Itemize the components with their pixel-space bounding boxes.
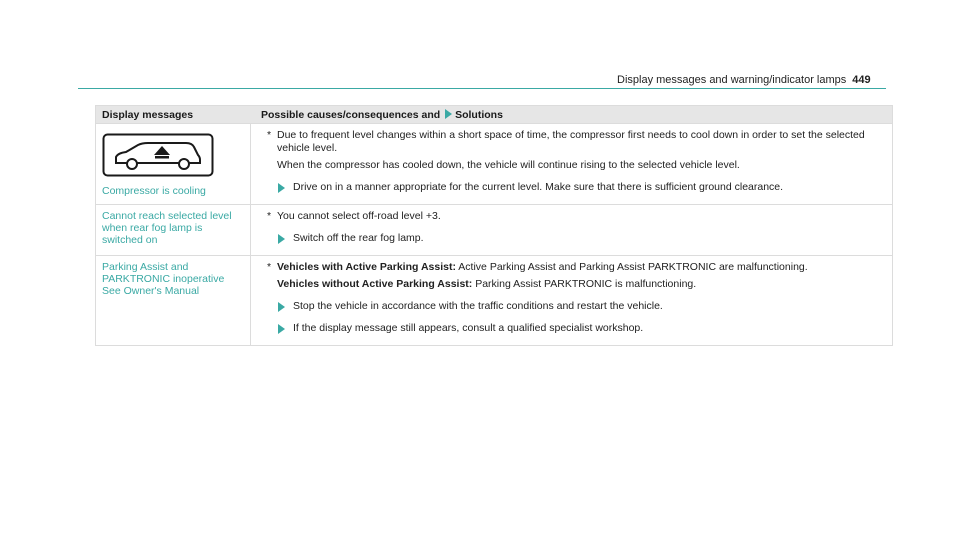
table-row bbox=[96, 255, 892, 345]
solution-step bbox=[264, 300, 882, 313]
running-header-title: Display messages and warning/indicator lamps bbox=[617, 74, 847, 86]
bullet-star: * bbox=[267, 261, 272, 273]
message-line: Parking Assist and bbox=[102, 261, 189, 273]
cause-item bbox=[264, 129, 882, 155]
cause-text: Due to frequent level changes within a short space of time, the compressor first needs to cool down in order to set the selected vehicle level. bbox=[277, 129, 865, 154]
solution-step bbox=[264, 232, 882, 245]
cause-text: Parking Assist PARKTRONIC is malfunctioning. bbox=[472, 278, 697, 290]
bullet-star: * bbox=[267, 129, 272, 141]
arrow-icon bbox=[278, 234, 285, 244]
cause-text: You cannot select off-road level +3. bbox=[277, 210, 441, 222]
messages-table bbox=[95, 105, 893, 346]
step-text: Drive on in a manner appropriate for the current level. Make sure that there is sufficient ground clearance. bbox=[293, 181, 784, 193]
step-text: If the display message still appears, consult a qualified specialist workshop. bbox=[293, 322, 644, 334]
message-text: Compressor is cooling bbox=[102, 185, 206, 197]
cause-item bbox=[264, 210, 882, 223]
arrow-icon bbox=[278, 183, 285, 193]
col-header-solutions: Solutions bbox=[455, 109, 503, 121]
cause-heading: Vehicles without Active Parking Assist: bbox=[277, 278, 473, 290]
solution-step bbox=[264, 181, 882, 194]
arrow-icon bbox=[445, 109, 452, 119]
cause-note bbox=[264, 159, 882, 172]
cause-cell bbox=[250, 205, 892, 255]
message-line: PARKTRONIC inoperative bbox=[102, 273, 225, 285]
note-text: When the compressor has cooled down, the vehicle will continue rising to the selected vehicle level. bbox=[277, 159, 740, 171]
message-text: Cannot reach selected level when rear fog lamp is switched on bbox=[102, 210, 232, 246]
message-cell bbox=[96, 124, 250, 204]
vehicle-level-raise-icon bbox=[102, 133, 214, 177]
solution-step bbox=[264, 322, 882, 335]
cause-item bbox=[264, 261, 882, 274]
arrow-icon bbox=[278, 324, 285, 334]
table-row bbox=[96, 204, 892, 255]
page-number: 449 bbox=[852, 74, 871, 86]
cause-heading: Vehicles with Active Parking Assist: bbox=[277, 261, 456, 273]
step-text: Switch off the rear fog lamp. bbox=[293, 232, 424, 244]
cause-cell bbox=[250, 256, 892, 345]
running-header bbox=[617, 74, 871, 86]
cause-cell bbox=[250, 124, 892, 204]
message-cell bbox=[96, 256, 250, 345]
bullet-star: * bbox=[267, 210, 272, 222]
col-header-causes-text: Possible causes/consequences and bbox=[261, 109, 441, 121]
col-header-messages: Display messages bbox=[102, 109, 194, 121]
cause-text: Active Parking Assist and Parking Assist PARKTRONIC are malfunctioning. bbox=[455, 261, 808, 273]
cause-item bbox=[264, 278, 882, 291]
table-row bbox=[96, 123, 892, 204]
table-header bbox=[96, 106, 892, 123]
step-text: Stop the vehicle in accordance with the traffic conditions and restart the vehicle. bbox=[293, 300, 663, 312]
col-header-causes bbox=[250, 106, 892, 123]
header-rule bbox=[78, 88, 886, 89]
arrow-icon bbox=[278, 302, 285, 312]
message-line: See Owner's Manual bbox=[102, 285, 200, 297]
message-cell bbox=[96, 205, 250, 255]
